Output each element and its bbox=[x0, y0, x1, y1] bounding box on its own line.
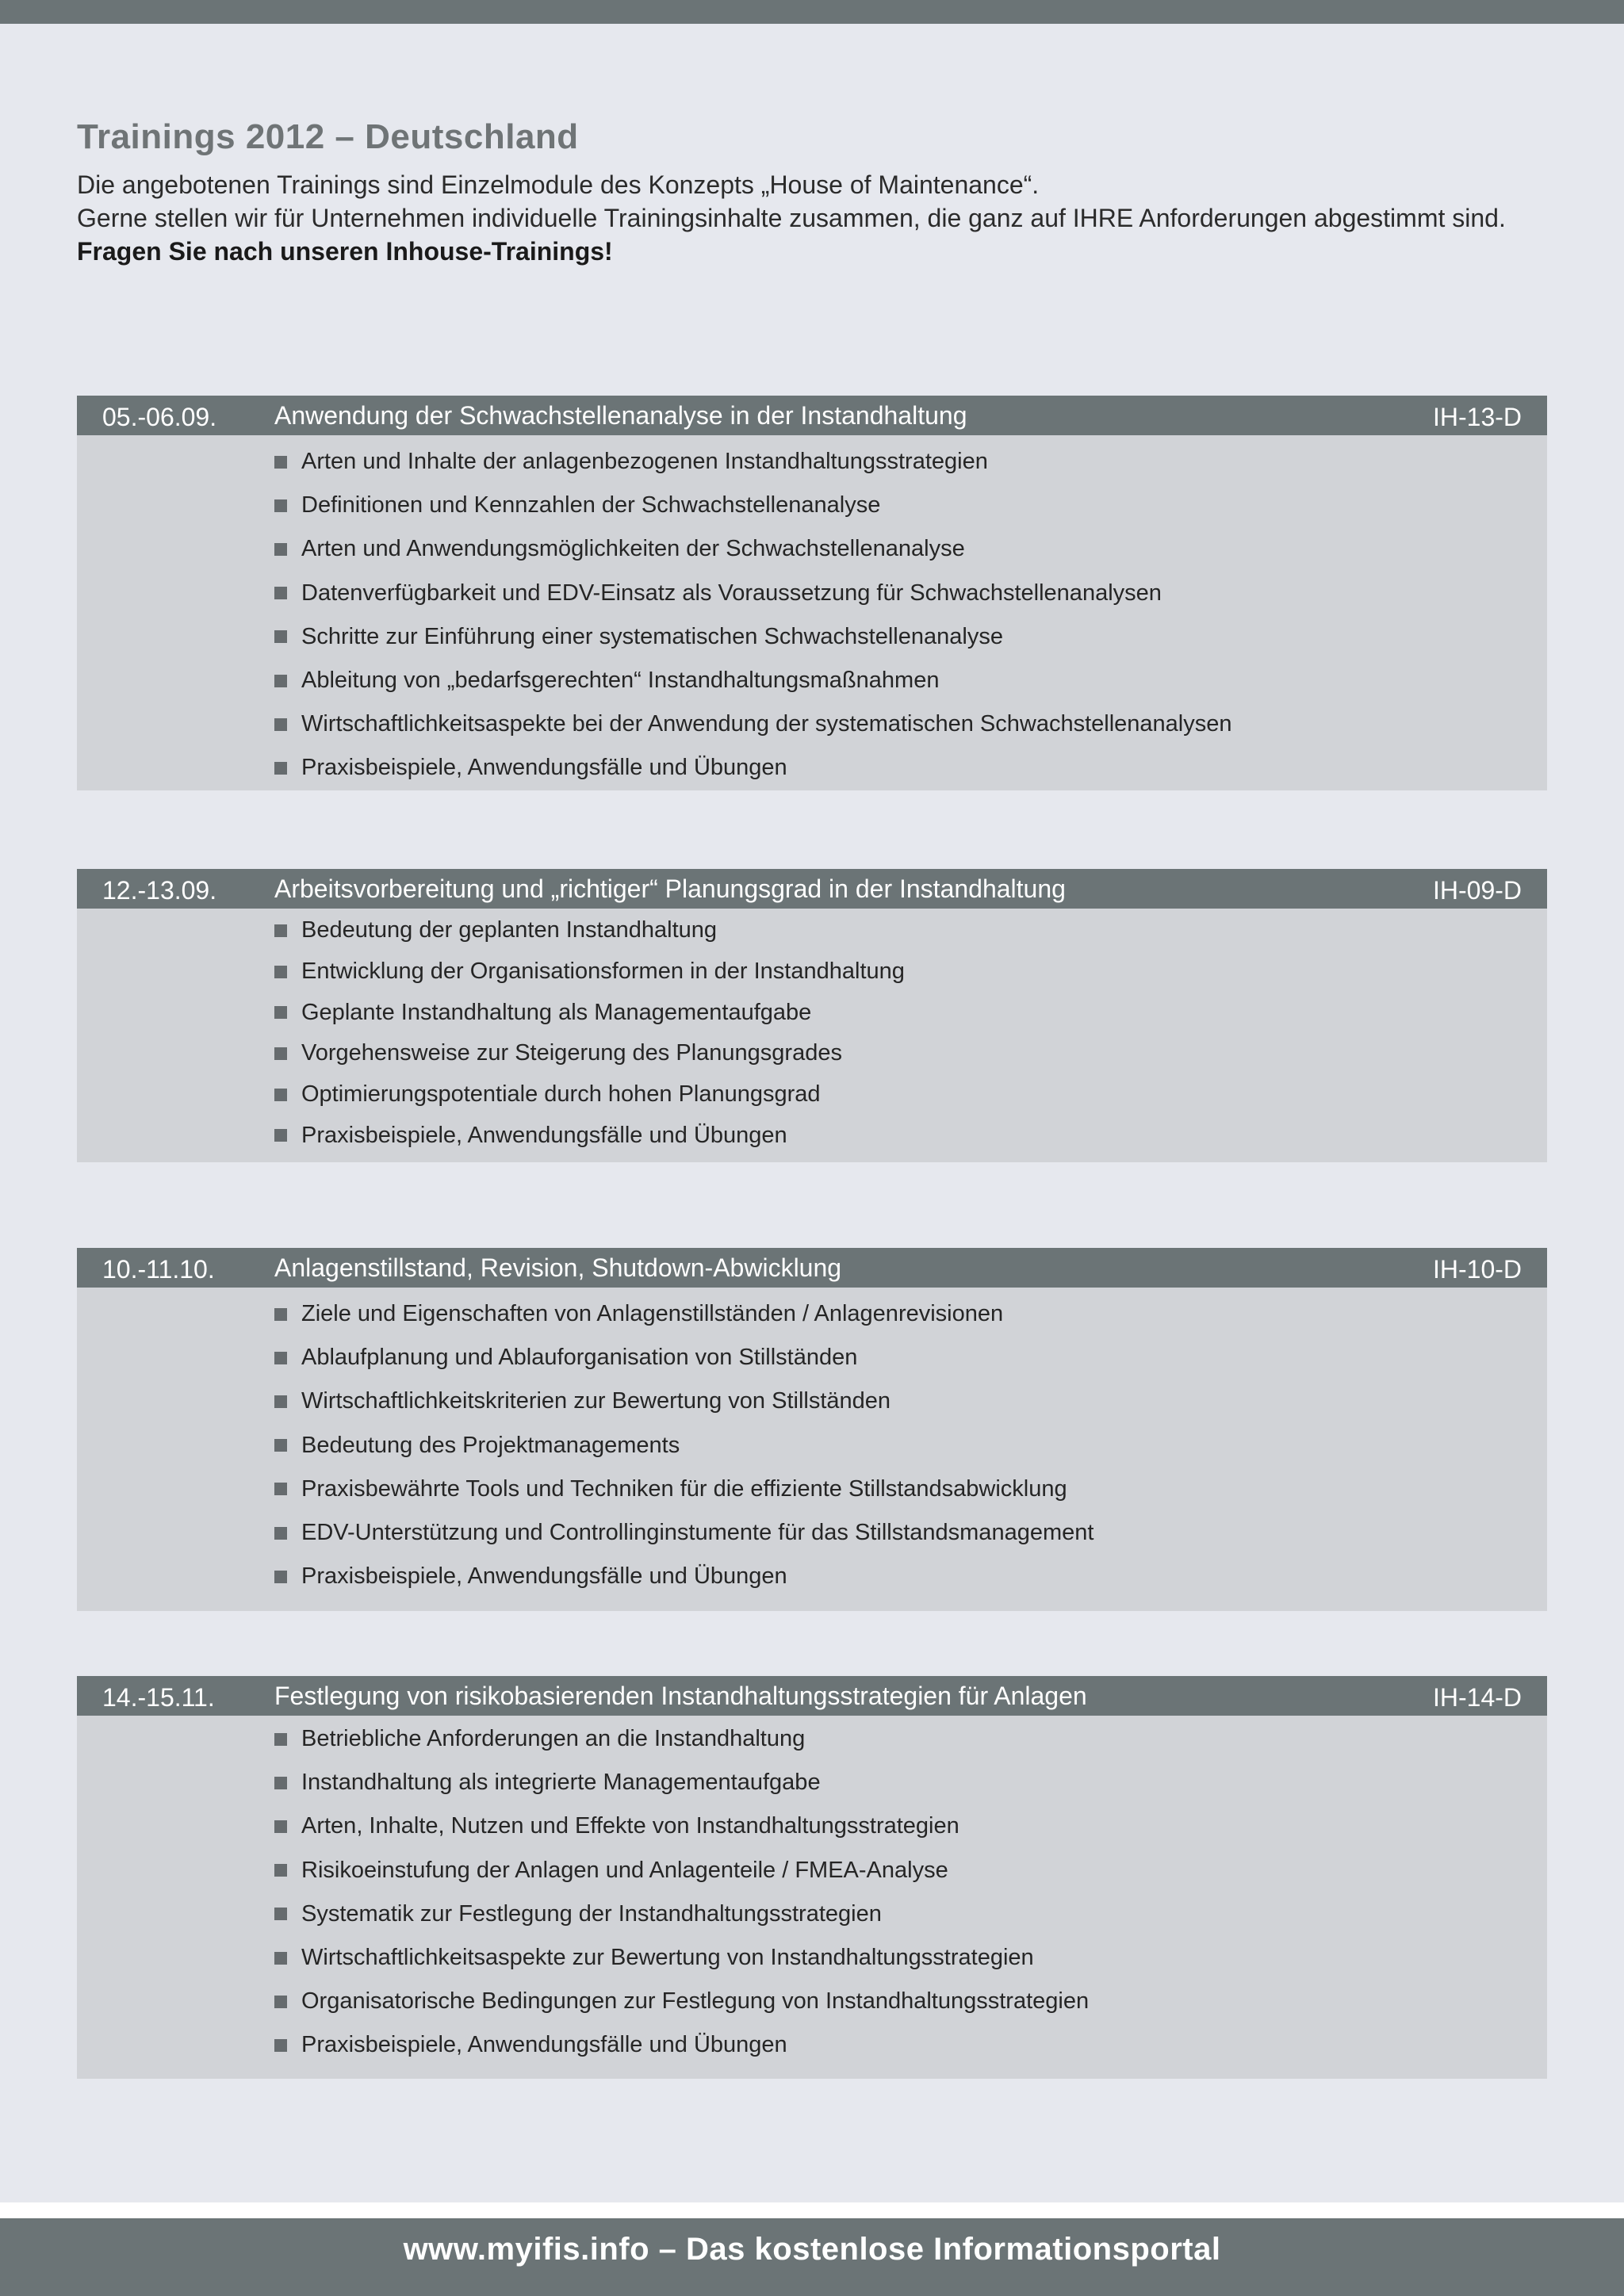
square-bullet-icon bbox=[274, 2039, 287, 2052]
list-item bbox=[274, 659, 1547, 702]
square-bullet-icon bbox=[274, 1006, 287, 1019]
topic-text: Vorgehensweise zur Steigerung des Planungsgrades bbox=[301, 1040, 842, 1066]
square-bullet-icon bbox=[274, 1089, 287, 1101]
topic-text: Entwicklung der Organisationsformen in der Instandhaltung bbox=[301, 959, 905, 985]
list-item bbox=[274, 1115, 1547, 1156]
page-title: Trainings 2012 – Deutschland bbox=[77, 117, 579, 156]
topic-text: Wirtschaftlichkeitsaspekte zur Bewertung von Instandhaltungsstrategien bbox=[301, 1945, 1034, 1971]
training-module bbox=[77, 1676, 1547, 2079]
square-bullet-icon bbox=[274, 499, 287, 512]
topic-text: Praxisbeispiele, Anwendungsfälle und Übungen bbox=[301, 2032, 787, 2058]
topic-text: Geplante Instandhaltung als Managementaufgabe bbox=[301, 999, 812, 1025]
square-bullet-icon bbox=[274, 1439, 287, 1452]
topic-text: Ableitung von „bedarfsgerechten“ Instandhaltungsmaßnahmen bbox=[301, 668, 940, 694]
module-topic-list bbox=[77, 435, 1547, 790]
top-bar bbox=[0, 0, 1624, 24]
module-title: Arbeitsvorbereitung und „richtiger“ Planungsgrad in der Instandhaltung bbox=[274, 874, 1066, 903]
list-item bbox=[274, 1555, 1547, 1598]
module-code: IH-09-D bbox=[1432, 876, 1522, 905]
list-item bbox=[274, 746, 1547, 790]
list-item bbox=[274, 951, 1547, 993]
list-item bbox=[274, 1892, 1547, 1936]
topic-text: Instandhaltung als integrierte Managementaufgabe bbox=[301, 1770, 821, 1796]
list-item bbox=[274, 484, 1547, 527]
square-bullet-icon bbox=[274, 1996, 287, 2008]
intro-line-2: Gerne stellen wir für Unternehmen individuelle Trainingsinhalte zusammen, die ganz auf IHRE Anforderungen abgestimmt sind. bbox=[77, 204, 1506, 232]
module-header bbox=[77, 396, 1547, 435]
square-bullet-icon bbox=[274, 1571, 287, 1583]
topic-text: Organisatorische Bedingungen zur Festlegung von Instandhaltungsstrategien bbox=[301, 1988, 1090, 2015]
list-item bbox=[274, 1468, 1547, 1511]
list-item bbox=[274, 1761, 1547, 1804]
list-item bbox=[274, 440, 1547, 484]
square-bullet-icon bbox=[274, 1352, 287, 1364]
list-item bbox=[274, 1717, 1547, 1761]
topic-text: Risikoeinstufung der Anlagen und Anlagenteile / FMEA-Analyse bbox=[301, 1857, 948, 1883]
footer-divider bbox=[0, 2202, 1624, 2218]
square-bullet-icon bbox=[274, 456, 287, 469]
topic-text: Schritte zur Einführung einer systematischen Schwachstellenanalyse bbox=[301, 623, 1003, 649]
topic-text: Datenverfügbarkeit und EDV-Einsatz als Voraussetzung für Schwachstellenanalysen bbox=[301, 580, 1162, 606]
module-date: 14.-15.11. bbox=[102, 1683, 215, 1712]
module-topic-list bbox=[77, 1716, 1547, 2068]
module-date: 10.-11.10. bbox=[102, 1255, 215, 1284]
module-code: IH-10-D bbox=[1432, 1255, 1522, 1284]
list-item bbox=[274, 1380, 1547, 1423]
square-bullet-icon bbox=[274, 543, 287, 556]
list-item bbox=[274, 2023, 1547, 2067]
footer-banner bbox=[0, 2218, 1624, 2296]
topic-text: Wirtschaftlichkeitsaspekte bei der Anwendung der systematischen Schwachstellenanalysen bbox=[301, 711, 1232, 737]
module-date: 12.-13.09. bbox=[102, 876, 217, 905]
square-bullet-icon bbox=[274, 1820, 287, 1833]
module-title: Anwendung der Schwachstellenanalyse in der Instandhaltung bbox=[274, 401, 967, 430]
square-bullet-icon bbox=[274, 630, 287, 643]
list-item bbox=[274, 1511, 1547, 1555]
list-item bbox=[274, 702, 1547, 746]
square-bullet-icon bbox=[274, 1777, 287, 1789]
square-bullet-icon bbox=[274, 1483, 287, 1495]
module-date: 05.-06.09. bbox=[102, 403, 217, 431]
list-item bbox=[274, 1074, 1547, 1115]
list-item bbox=[274, 1033, 1547, 1074]
topic-text: Definitionen und Kennzahlen der Schwachstellenanalyse bbox=[301, 492, 881, 519]
training-module bbox=[77, 396, 1547, 790]
square-bullet-icon bbox=[274, 1908, 287, 1920]
square-bullet-icon bbox=[274, 1733, 287, 1746]
topic-text: Praxisbewährte Tools und Techniken für die effiziente Stillstandsabwicklung bbox=[301, 1475, 1067, 1502]
square-bullet-icon bbox=[274, 1864, 287, 1877]
square-bullet-icon bbox=[274, 1952, 287, 1965]
topic-text: Arten und Anwendungsmöglichkeiten der Schwachstellenanalyse bbox=[301, 536, 965, 562]
module-code: IH-13-D bbox=[1432, 403, 1522, 431]
topic-text: Wirtschaftlichkeitskriterien zur Bewertung von Stillständen bbox=[301, 1388, 891, 1414]
topic-text: Ziele und Eigenschaften von Anlagenstillständen / Anlagenrevisionen bbox=[301, 1301, 1004, 1327]
intro-bold: Fragen Sie nach unseren Inhouse-Trainings! bbox=[77, 237, 613, 266]
module-header bbox=[77, 1248, 1547, 1288]
topic-text: Ablaufplanung und Ablauforganisation von Stillständen bbox=[301, 1345, 858, 1371]
square-bullet-icon bbox=[274, 1527, 287, 1540]
square-bullet-icon bbox=[274, 966, 287, 978]
topic-text: Bedeutung der geplanten Instandhaltung bbox=[301, 917, 718, 943]
square-bullet-icon bbox=[274, 1308, 287, 1321]
list-item bbox=[274, 615, 1547, 659]
square-bullet-icon bbox=[274, 1129, 287, 1142]
module-topic-list bbox=[77, 1288, 1547, 1598]
square-bullet-icon bbox=[274, 718, 287, 731]
topic-text: Praxisbeispiele, Anwendungsfälle und Übungen bbox=[301, 1563, 787, 1590]
module-code: IH-14-D bbox=[1432, 1683, 1522, 1712]
training-module bbox=[77, 1248, 1547, 1611]
topic-text: Bedeutung des Projektmanagements bbox=[301, 1432, 680, 1458]
list-item bbox=[274, 910, 1547, 951]
footer-text: www.myifis.info – Das kostenlose Informationsportal bbox=[403, 2232, 1221, 2267]
list-item bbox=[274, 1804, 1547, 1848]
list-item bbox=[274, 1849, 1547, 1892]
square-bullet-icon bbox=[274, 675, 287, 687]
topic-text: Praxisbeispiele, Anwendungsfälle und Übungen bbox=[301, 1122, 787, 1148]
module-title: Festlegung von risikobasierenden Instandhaltungsstrategien für Anlagen bbox=[274, 1682, 1087, 1710]
list-item bbox=[274, 572, 1547, 615]
module-title: Anlagenstillstand, Revision, Shutdown-Abwicklung bbox=[274, 1253, 842, 1282]
intro-line-1: Die angebotenen Trainings sind Einzelmodule des Konzepts „House of Maintenance“. bbox=[77, 170, 1040, 199]
topic-text: Arten, Inhalte, Nutzen und Effekte von Instandhaltungsstrategien bbox=[301, 1813, 959, 1839]
list-item bbox=[274, 992, 1547, 1033]
list-item bbox=[274, 1336, 1547, 1380]
list-item bbox=[274, 1424, 1547, 1468]
topic-text: Systematik zur Festlegung der Instandhaltungsstrategien bbox=[301, 1900, 882, 1927]
square-bullet-icon bbox=[274, 762, 287, 775]
list-item bbox=[274, 527, 1547, 571]
square-bullet-icon bbox=[274, 1395, 287, 1408]
list-item bbox=[274, 1292, 1547, 1336]
list-item bbox=[274, 1936, 1547, 1980]
topic-text: EDV-Unterstützung und Controllinginstumente für das Stillstandsmanagement bbox=[301, 1520, 1094, 1546]
list-item bbox=[274, 1980, 1547, 2023]
module-header bbox=[77, 869, 1547, 909]
training-module bbox=[77, 869, 1547, 1162]
topic-text: Arten und Inhalte der anlagenbezogenen Instandhaltungsstrategien bbox=[301, 449, 988, 475]
topic-text: Betriebliche Anforderungen an die Instandhaltung bbox=[301, 1726, 806, 1752]
square-bullet-icon bbox=[274, 924, 287, 937]
square-bullet-icon bbox=[274, 587, 287, 599]
module-header bbox=[77, 1676, 1547, 1716]
topic-text: Optimierungspotentiale durch hohen Planungsgrad bbox=[301, 1081, 821, 1108]
module-topic-list bbox=[77, 909, 1547, 1156]
topic-text: Praxisbeispiele, Anwendungsfälle und Übungen bbox=[301, 755, 787, 781]
intro-section bbox=[77, 117, 1568, 268]
intro-text bbox=[77, 168, 1568, 268]
square-bullet-icon bbox=[274, 1047, 287, 1060]
